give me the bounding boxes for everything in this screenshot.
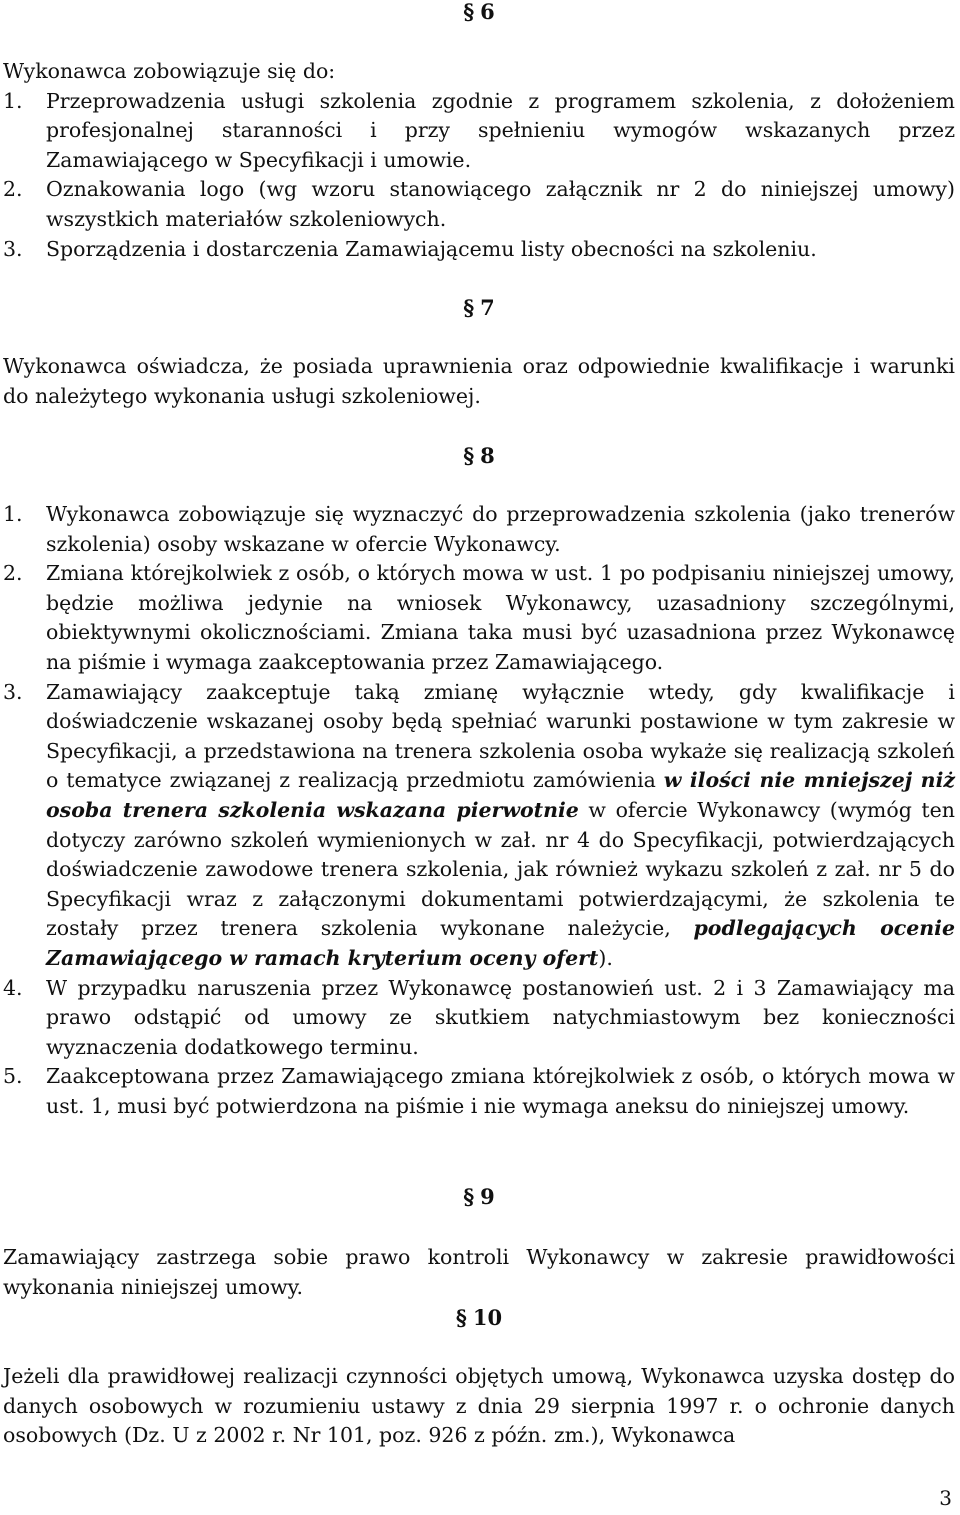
item-text: Zamawiający zaakceptuje taką zmianę wyłącznie wtedy, gdy kwalifikacje i doświadczenie wskazanej osoby będą spełniać warunki postawione w tym zakresie w Specyfikacji, a przedstawiona na trenera szkolenia osoba wykaże się realizacją szkoleń o tematyce związanej z realizacją przedmiotu zamówienia — [46, 679, 955, 793]
section-number: 8 — [480, 443, 495, 468]
item-text: ). — [598, 945, 613, 970]
list-item — [3, 974, 955, 1063]
section-symbol: § — [463, 295, 475, 320]
emphasis-text: podlegających ocenie Zamawiającego w ramach kryterium oceny ofert — [46, 916, 955, 970]
item-number: 1. — [3, 502, 23, 526]
section-6-intro: Wykonawca zobowiązuje się do: — [3, 59, 336, 83]
section-symbol: § — [463, 0, 475, 24]
section-8-list — [3, 500, 955, 1121]
list-item — [3, 678, 955, 974]
section-heading-10 — [0, 1303, 958, 1333]
section-7-body — [3, 352, 955, 411]
item-text: W przypadku naruszenia przez Wykonawcę postanowień ust. 2 i 3 Zamawiający ma prawo odstąpić od umowy ze skutkiem natychmiastowym bez konieczności wyznaczenia dodatkowego terminu. — [46, 975, 955, 1059]
item-text: Przeprowadzenia usługi szkolenia zgodnie z programem szkolenia, z dołożeniem profesjonalnej staranności i przy spełnieniu wymogów wskazanych przez Zamawiającego w Specyfikacji i umowie. — [46, 88, 955, 172]
list-item — [3, 500, 955, 559]
section-10-body — [3, 1362, 955, 1451]
section-symbol: § — [463, 443, 475, 468]
item-number: 4. — [3, 975, 23, 1000]
item-number: 2. — [3, 177, 23, 202]
section-6-list — [3, 87, 955, 265]
emphasis-text: w ilości nie mniejszej niż osoba trenera szkolenia wskazana pierwotnie — [46, 768, 955, 822]
section-symbol: § — [455, 1305, 467, 1330]
section-number: 7 — [480, 295, 495, 320]
list-item — [3, 87, 955, 176]
item-number: 2. — [3, 561, 23, 586]
item-number: 5. — [3, 1064, 23, 1089]
section-9-body — [3, 1243, 955, 1302]
list-item — [3, 175, 955, 234]
section-heading-6 — [0, 0, 958, 27]
section-6-body — [3, 57, 955, 264]
item-text: w ofercie Wykonawcy (wymóg ten dotyczy zarówno szkoleń wymienionych w zał. nr 4 do Specyfikacji, potwierdzających doświadczenie zawodowe trenera szkolenia, jak również wykazu szkoleń z zał. nr 5 do Specyfikacji wraz z załączonymi dokumentami potwierdzającymi, że szkolenia te zostały przez trenera szkolenia wykonane należycie, — [46, 797, 955, 941]
section-symbol: § — [463, 1184, 475, 1209]
item-number: 3. — [3, 236, 23, 261]
item-text: Zmiana którejkolwiek z osób, o których mowa w ust. 1 po podpisaniu niniejszej umowy, będzie możliwa jedynie na wniosek Wykonawcy, uzasadniony szczególnymi, obiektywnymi okolicznościami. Zmiana taka musi być uzasadniona przez Wykonawcę na piśmie i wymaga zaakceptowania przez Zamawiającego. — [46, 561, 955, 674]
section-heading-9 — [0, 1182, 958, 1212]
list-item — [3, 559, 955, 677]
item-number: 1. — [3, 88, 23, 113]
item-text: Oznakowania logo (wg wzoru stanowiącego załącznik nr 2 do niniejszej umowy) wszystkich materiałów szkoleniowych. — [46, 177, 955, 231]
list-item — [3, 1062, 955, 1121]
list-item — [3, 235, 955, 265]
item-number: 3. — [3, 679, 23, 704]
section-heading-8 — [0, 441, 958, 471]
section-heading-7 — [0, 293, 958, 323]
item-text: Wykonawca zobowiązuje się wyznaczyć do przeprowadzenia szkolenia (jako trenerów szkolenia) osoby wskazane w ofercie Wykonawcy. — [46, 502, 955, 556]
section-9-text: Zamawiający zastrzega sobie prawo kontroli Wykonawcy w zakresie prawidłowości wykonania niniejszej umowy. — [3, 1245, 955, 1299]
item-text: Zaakceptowana przez Zamawiającego zmiana którejkolwiek z osób, o których mowa w ust. 1, musi być potwierdzona na piśmie i nie wymaga aneksu do niniejszej umowy. — [46, 1064, 955, 1118]
page-number: 3 — [939, 1486, 952, 1510]
section-number: 6 — [480, 0, 495, 24]
item-text: Sporządzenia i dostarczenia Zamawiającemu listy obecności na szkoleniu. — [46, 236, 817, 261]
section-10-text: Jeżeli dla prawidłowej realizacji czynności objętych umową, Wykonawca uzyska dostęp do danych osobowych w rozumieniu ustawy z dnia 29 sierpnia 1997 r. o ochronie danych osobowych (Dz. U z 2002 r. Nr 101, poz. 926 z późn. zm.), Wykonawca — [3, 1364, 955, 1448]
section-number: 9 — [480, 1184, 495, 1209]
section-8-body — [3, 500, 955, 1121]
section-7-text: Wykonawca oświadcza, że posiada uprawnienia oraz odpowiednie kwalifikacje i warunki do należytego wykonania usługi szkoleniowej. — [3, 354, 955, 408]
section-number: 10 — [472, 1305, 503, 1330]
